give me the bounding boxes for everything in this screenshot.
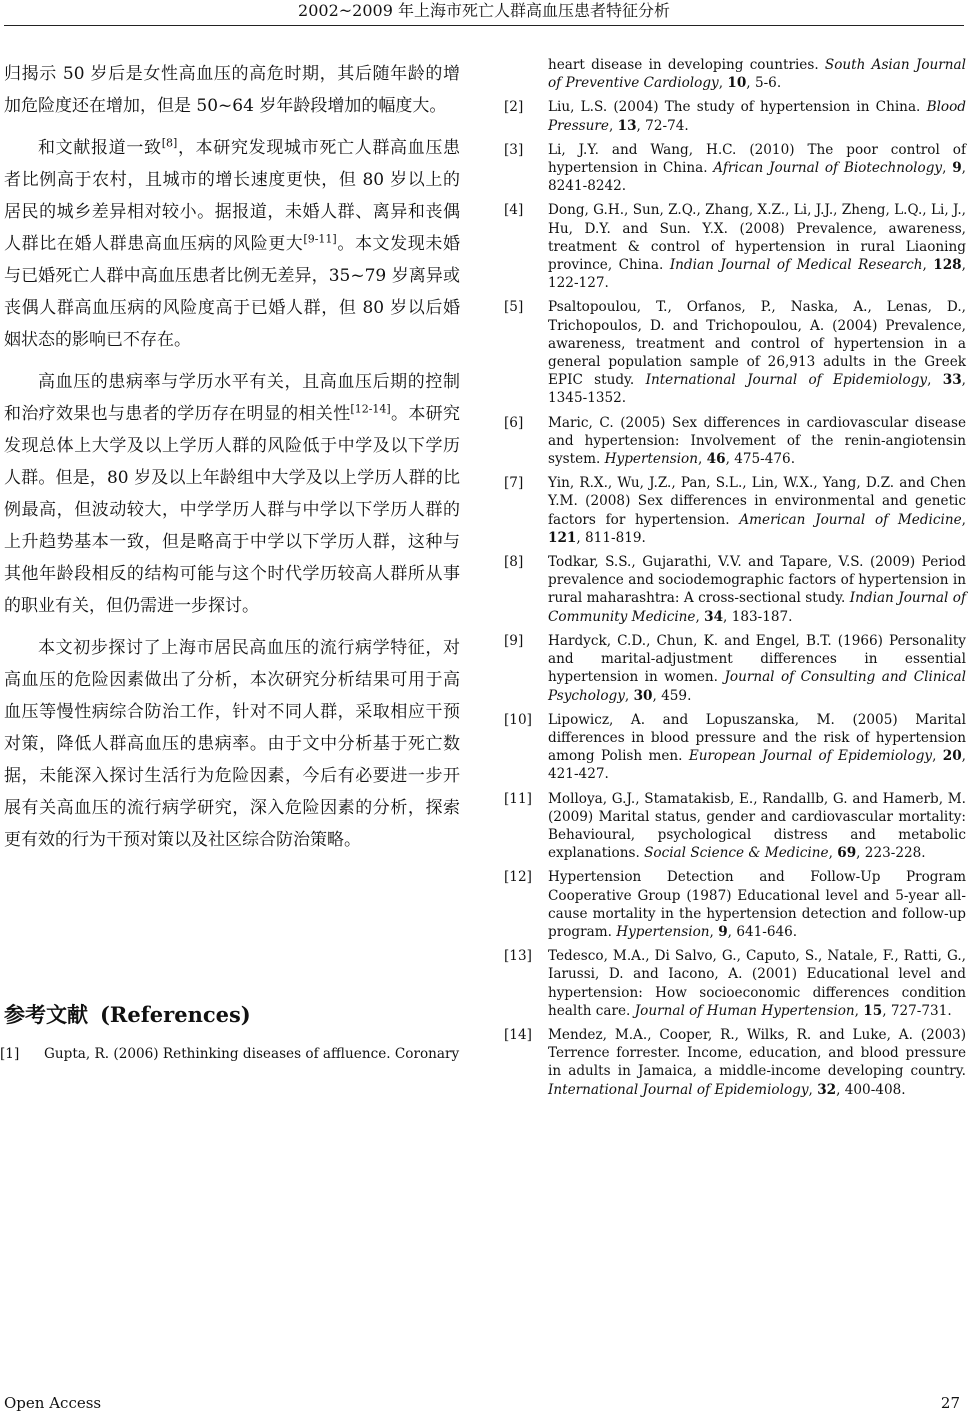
reference-volume: 128	[933, 257, 962, 274]
paragraph-3-part-a: 高血压的患病率与学历水平有关，且高血压后期的控制和治疗效果也与患者的学历存在明显的相关性	[4, 372, 460, 424]
reference-pages: , 122-127.	[548, 257, 966, 292]
reference-sep: ,	[854, 1002, 864, 1019]
reference-text: Gupta, R. (2006) Rethinking diseases of affluence. Coronary	[44, 1046, 460, 1062]
left-column-body	[4, 58, 460, 866]
reference-journal: Social Science & Medicine	[644, 845, 829, 862]
reference-7	[504, 474, 966, 547]
reference-sep: ,	[608, 117, 618, 134]
reference-journal: Hypertension	[604, 451, 698, 468]
reference-sep: ,	[922, 257, 934, 274]
reference-sep: ,	[927, 372, 943, 389]
reference-pages: , 183-187.	[723, 608, 793, 625]
reference-number: [8]	[504, 554, 524, 571]
reference-12	[504, 868, 966, 941]
reference-6	[504, 414, 966, 469]
reference-number: [12]	[504, 869, 532, 886]
reference-sep: ,	[709, 923, 719, 940]
reference-number: [6]	[504, 414, 524, 431]
references-heading-cn: 参考文献	[4, 1002, 88, 1027]
reference-text: Liu, L.S. (2004) The study of hypertension in China.	[548, 99, 927, 116]
reference-text: Todkar, S.S., Gujarathi, V.V. and Tapare, V.S. (2009) Period prevalence and sociodemographic factors of hypertension in rural maharashtra: A cross-sectional study.	[548, 554, 966, 607]
reference-1-continued	[504, 56, 966, 92]
reference-number: [13]	[504, 948, 532, 965]
reference-number: [5]	[504, 299, 524, 316]
reference-volume: 32	[817, 1081, 837, 1098]
reference-journal: Journal of Human Hypertension	[634, 1002, 855, 1019]
reference-text: Psaltopoulou, T., Orfanos, P., Naska, A., Lenas, D., Trichopoulos, D. and Trichopoulou, A. (2004) Prevalence, awareness, treatment and control of hypertension in a general population sample of 26,913 adults in the Greek EPIC study.	[548, 299, 966, 389]
reference-text: Li, J.Y. and Wang, H.C. (2010) The poor control of hypertension in China.	[548, 141, 966, 177]
reference-sep: ,	[828, 845, 838, 862]
reference-number: [7]	[504, 475, 524, 492]
header-rule	[4, 25, 964, 26]
paragraph-1: 归揭示 50 岁后是女性高血压的高危时期，其后随年龄的增加危险度还在增加，但是 50~64 岁年龄段增加的幅度大。	[4, 64, 460, 116]
page-number: 27	[940, 1394, 960, 1412]
reference-list-right	[504, 56, 966, 1105]
reference-pages: , 72-74.	[636, 117, 689, 134]
reference-pages: , 5-6.	[746, 75, 782, 92]
reference-sep: ,	[695, 608, 705, 625]
reference-journal: African Journal of Biotechnology	[713, 160, 943, 177]
reference-1	[0, 1045, 460, 1063]
reference-journal: Blood Pressure	[548, 99, 966, 134]
reference-sep: ,	[961, 511, 966, 528]
reference-pages: , 727-731.	[882, 1002, 952, 1019]
footer-open-access: Open Access	[4, 1394, 102, 1412]
reference-8	[504, 553, 966, 626]
reference-text: Hypertension Detection and Follow-Up Program Cooperative Group (1987) Educational level and 5-year all-cause mortality in the hypertension detection and follow-up program.	[548, 869, 966, 940]
reference-3	[504, 141, 966, 196]
citation-12-14: [12-14]	[350, 402, 391, 416]
reference-text: Hardyck, C.D., Chun, K. and Engel, B.T. (1966) Personality and marital-adjustment differences in essential hypertension in women.	[548, 632, 966, 686]
paragraph-2	[4, 132, 460, 356]
reference-volume: 33	[942, 372, 962, 389]
reference-text: Molloya, G.J., Stamatakisb, E., Randallb, G. and Hamerb, M. (2009) Marital status, gender and cardiovascular mortality: Behavioural, psychological distress and metabolic explanations.	[548, 790, 966, 862]
reference-13	[504, 947, 966, 1020]
citation-8: [8]	[161, 136, 178, 150]
reference-pages: , 421-427.	[548, 748, 966, 783]
reference-sep: ,	[942, 160, 953, 177]
reference-volume: 121	[548, 529, 577, 546]
reference-volume: 9	[718, 923, 728, 940]
paragraph-2-part-a: 和文献报道一致	[38, 138, 162, 158]
reference-volume: 46	[706, 451, 726, 468]
reference-5	[504, 298, 966, 407]
reference-sep: ,	[718, 75, 728, 92]
reference-volume: 30	[633, 687, 653, 704]
reference-journal: Journal of Consulting and Clinical Psychology	[548, 669, 966, 704]
reference-text: Maric, C. (2005) Sex differences in cardiovascular disease and hypertension: Involvement of the renin-angiotensin system.	[548, 414, 966, 468]
paragraph-4: 本文初步探讨了上海市居民高血压的流行病学特征，对高血压的危险因素做出了分析，本次研究分析结果可用于高血压等慢性病综合防治工作，针对不同人群，采取相应干预对策，降低人群高血压的患病率。由于文中分析基于死亡数据，未能深入探讨生活行为危险因素，今后有必要进一步开展有关高血压的流行病学研究，深入危险因素的分析，探索更有效的行为干预对策以及社区综合防治策略。	[4, 638, 460, 850]
reference-number: [9]	[504, 632, 524, 649]
paragraph-3-part-b: 。本研究发现总体上大学及以上学历人群的风险低于中学及以下学历人群。但是，80 岁及以上年龄组中大学及以上学历人群的比例最高，但波动较大，中学学历人群与中学以下学历人群的上升趋势基本一致，但是略高于中学以下学历人群，这种与其他年龄段相反的结构可能与这个时代学历较高人群所从事的职业有关，但仍需进一步探讨。	[4, 404, 461, 616]
reference-volume: 69	[837, 845, 857, 862]
reference-volume: 34	[704, 608, 724, 625]
reference-sep: ,	[932, 748, 943, 765]
reference-volume: 10	[727, 75, 747, 92]
reference-journal: American Journal of Medicine	[739, 511, 962, 528]
reference-pages: , 811-819.	[576, 529, 646, 546]
reference-10	[504, 711, 966, 784]
reference-number: [2]	[504, 99, 524, 116]
reference-14	[504, 1026, 966, 1099]
reference-sep: ,	[624, 687, 634, 704]
reference-journal: Indian Journal of Medical Research	[669, 257, 923, 274]
reference-text: Lipowicz, A. and Lopuszanska, M. (2005) Marital differences in blood pressure and the risk of hypertension among Polish men.	[548, 711, 966, 765]
reference-volume: 13	[617, 117, 637, 134]
reference-pages: , 223-228.	[856, 845, 926, 862]
reference-11	[504, 790, 966, 863]
running-header: 2002~2009 年上海市死亡人群高血压患者特征分析	[298, 1, 670, 20]
reference-volume: 20	[942, 748, 962, 765]
reference-text: Mendez, M.A., Cooper, R., Wilks, R. and Luke, A. (2003) Terrence forrester. Income, education, and blood pressure in adults in Jamaica, a middle-income developing country.	[548, 1026, 966, 1080]
reference-sep: ,	[697, 451, 707, 468]
reference-pages: , 475-476.	[725, 451, 796, 468]
reference-volume: 9	[952, 160, 962, 177]
reference-journal: International Journal of Epidemiology	[548, 1081, 809, 1098]
reference-journal: Hypertension	[616, 923, 710, 940]
reference-pages: , 459.	[652, 687, 692, 704]
reference-sep: ,	[808, 1081, 818, 1098]
reference-text: Tedesco, M.A., Di Salvo, G., Caputo, S., Natale, F., Ratti, G., Iarussi, D. and Iacono, A. (2001) Educational level and hypertension: How socioeconomic differences condition health care.	[548, 948, 966, 1019]
reference-pages: , 641-646.	[727, 923, 798, 940]
paragraph-2-part-c: 。本文发现未婚与已婚死亡人群中高血压患者比例无差异，35~79 岁离异或丧偶人群高血压病的风险度高于已婚人群，但 80 岁以后婚姻状态的影响已不存在。	[4, 234, 461, 350]
reference-number: [3]	[504, 141, 524, 158]
reference-text: Dong, G.H., Sun, Z.Q., Zhang, X.Z., Li, J.J., Zheng, L.Q., Li, J., Hu, D.Y. and Sun. Y.X. (2008) Prevalence, awareness, treatment & control of hypertension in rural Liaoning province, China.	[548, 202, 966, 274]
reference-number: [4]	[504, 202, 524, 219]
reference-number: [10]	[504, 711, 532, 728]
reference-number: [11]	[504, 790, 532, 807]
reference-number: [1]	[0, 1046, 20, 1062]
paragraph-3	[4, 366, 460, 622]
reference-list-left	[0, 1045, 460, 1069]
reference-journal: European Journal of Epidemiology	[688, 748, 933, 765]
reference-pages: , 1345-1352.	[548, 372, 966, 407]
references-heading	[4, 1001, 251, 1029]
reference-journal: South Asian Journal of Preventive Cardiology	[548, 57, 966, 92]
reference-text: heart disease in developing countries.	[548, 57, 825, 73]
references-heading-en: (References)	[100, 1002, 251, 1027]
reference-2	[504, 98, 966, 134]
reference-9	[504, 632, 966, 705]
reference-number: [14]	[504, 1026, 532, 1043]
reference-journal: International Journal of Epidemiology	[645, 372, 928, 389]
reference-text: Yin, R.X., Wu, J.Z., Pan, S.L., Lin, W.X., Yang, D.Z. and Chen Y.M. (2008) Sex differences in environmental and genetic factors for hypertension.	[548, 475, 966, 528]
reference-journal: Indian Journal of Community Medicine	[548, 590, 966, 625]
reference-volume: 15	[863, 1002, 883, 1019]
citation-9-11: [9-11]	[303, 232, 337, 246]
paragraph-2-part-b: ，本研究发现城市死亡人群高血压患者比例高于农村，且城市的增长速度更快，但 80 岁以上的居民的城乡差异相对较小。据报道，未婚人群、离异和丧偶人群比在婚人群患高血压病的风险更大	[4, 138, 461, 254]
reference-4	[504, 201, 966, 292]
reference-pages: , 400-408.	[836, 1081, 906, 1098]
reference-pages: , 8241-8242.	[548, 160, 966, 195]
